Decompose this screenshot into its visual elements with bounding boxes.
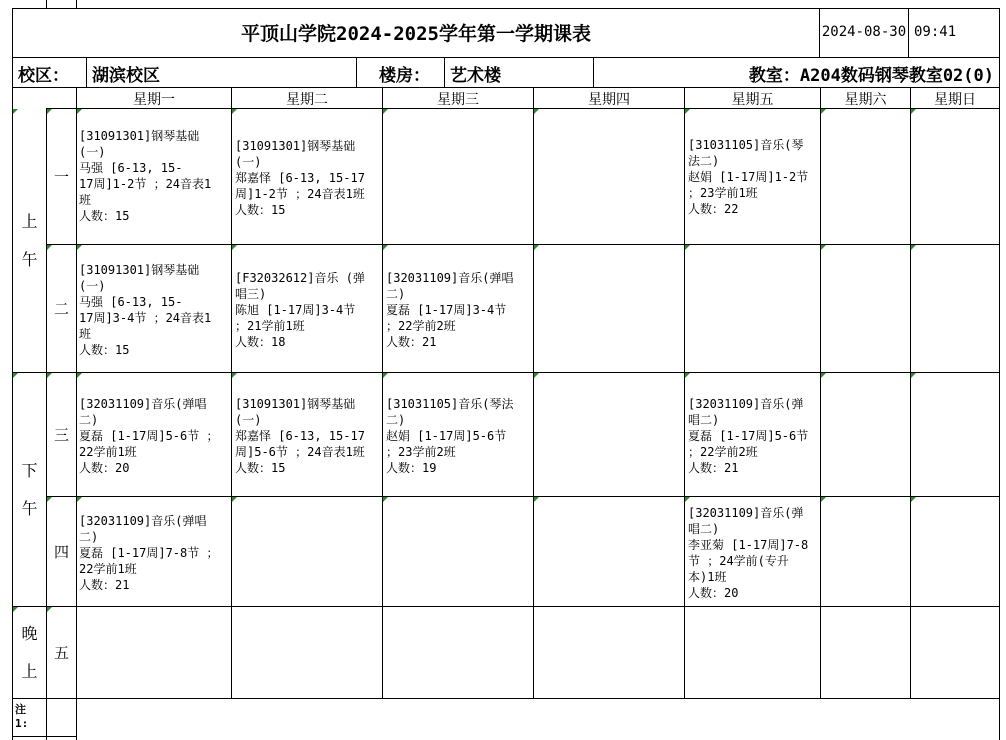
period-morning-bottom: 午 — [21, 249, 38, 269]
day-header-mon: 星期一 — [133, 91, 175, 108]
day-header-sun: 星期日 — [934, 91, 976, 108]
day-header-sat: 星期六 — [844, 91, 887, 108]
note-label: 注 1: — [15, 703, 29, 730]
campus-label: 校区： — [18, 65, 69, 86]
period-evening-top: 晚 — [21, 623, 38, 643]
section-2: 二 — [53, 300, 69, 318]
day-header-thu: 星期四 — [588, 91, 630, 108]
day-header-wed: 星期三 — [437, 91, 479, 108]
day-header-fri: 星期五 — [731, 91, 774, 108]
course-cell-r4-fri[interactable]: [32031109]音乐(弹 唱二) 李亚菊 [1-17周]7-8 节 ；24学前(专升 本)1班 人数：20 — [688, 506, 809, 600]
page-title: 平顶山学院2024-2025学年第一学期课表 — [241, 22, 591, 45]
section-4: 四 — [53, 543, 69, 561]
course-cell-r3-mon[interactable]: [32031109]音乐(弹唱 二) 夏磊 [1-17周]5-6节 ； 22学前1班 人数：20 — [79, 397, 219, 475]
section-3: 三 — [53, 426, 69, 444]
period-afternoon-top: 下 — [21, 460, 38, 480]
section-5: 五 — [53, 644, 69, 662]
room-info: 教室：A204数码钢琴教室02(0) — [748, 65, 994, 86]
period-evening — [13, 607, 46, 698]
course-cell-r3-wed[interactable]: [31031105]音乐(琴法 二) 赵娟 [1-17周]5-6节 ；23学前2班 人数：19 — [386, 397, 514, 475]
section-1: 一 — [53, 168, 69, 186]
course-cell-r2-tue[interactable]: [F32032612]音乐 (弹 唱三) 陈旭 [1-17周]3-4节 ；21学前1班 人数：18 — [235, 271, 365, 349]
building-label: 楼房： — [379, 65, 430, 86]
course-cell-r3-tue[interactable]: [31091301]钢琴基础 (一) 郑嘉怿 [6-13, 15-17 周]5-6节 ；24音表1班 人数：15 — [235, 397, 365, 475]
course-cell-r1-mon[interactable]: [31091301]钢琴基础 (一) 马强 [6-13, 15- 17周]1-2节 ；24音表1 班 人数：15 — [79, 129, 212, 223]
period-morning-top: 上 — [21, 211, 38, 231]
course-cell-r2-wed[interactable]: [32031109]音乐(弹唱 二) 夏磊 [1-17周]3-4节 ；22学前2班 人数：21 — [386, 271, 514, 349]
period-morning — [13, 109, 46, 372]
course-cell-r1-tue[interactable]: [31091301]钢琴基础 (一) 郑嘉怿 [6-13, 15-17 周]1-2节 ；24音表1班 人数：15 — [235, 139, 365, 217]
course-cell-r4-mon[interactable]: [32031109]音乐(弹唱 二) 夏磊 [1-17周]7-8节 ； 22学前1班 人数：21 — [79, 514, 219, 592]
period-afternoon — [13, 373, 46, 606]
day-header-tue: 星期二 — [286, 91, 328, 108]
period-evening-bottom: 上 — [21, 661, 38, 681]
building-value: 艺术楼 — [450, 65, 501, 86]
course-cell-r2-mon[interactable]: [31091301]钢琴基础 (一) 马强 [6-13, 15- 17周]3-4节 ；24音表1 班 人数：15 — [79, 263, 212, 357]
period-afternoon-bottom: 午 — [21, 498, 38, 518]
print-time: 09:41 — [914, 24, 957, 40]
print-date: 2024-08-30 — [821, 24, 907, 40]
campus-value: 湖滨校区 — [92, 65, 160, 86]
course-cell-r3-fri[interactable]: [32031109]音乐(弹 唱二) 夏磊 [1-17周]5-6节 ；22学前2班 人数：21 — [688, 397, 809, 475]
course-cell-r1-fri[interactable]: [31031105]音乐(琴 法二) 赵娟 [1-17周]1-2节 ；23学前1班 人数：22 — [688, 138, 809, 216]
